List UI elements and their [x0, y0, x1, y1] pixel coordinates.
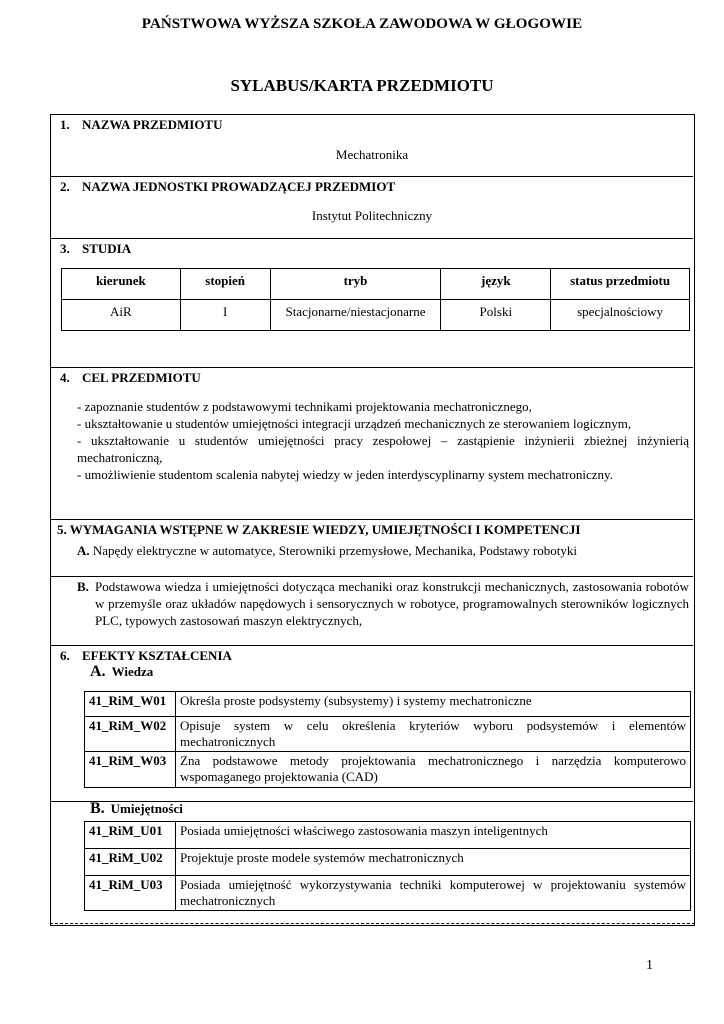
outcome-text: Projektuje proste modele systemów mechatronicznych	[176, 849, 691, 876]
document-title: SYLABUS/KARTA PRZEDMIOTU	[230, 76, 494, 95]
goal-item: - zapoznanie studentów z podstawowymi technikami projektowania mechatronicznego,	[77, 399, 532, 414]
table-cell: specjalnościowy	[551, 300, 690, 331]
table-cell: AiR	[62, 300, 181, 331]
goal-item: - ukształtowanie u studentów umiejętności integracji urządzeń mechanicznych ze sterowaniem logicznym,	[77, 416, 632, 431]
table-cell: Polski	[441, 300, 551, 331]
section-5-title: 5. WYMAGANIA WSTĘPNE W ZAKRESIE WIEDZY, UMIEJĘTNOŚCI I KOMPETENCJI	[57, 522, 581, 537]
skills-label: Umiejętności	[110, 801, 183, 816]
skills-subheading	[90, 801, 183, 817]
requirement-a-text: Napędy elektryczne w automatyce, Sterowniki przemysłowe, Mechanika, Podstawy robotyki	[89, 543, 578, 558]
table-row	[85, 849, 691, 876]
section-6-header	[60, 648, 232, 664]
section-unit	[51, 177, 693, 239]
table-row	[85, 876, 691, 911]
syllabus-frame	[50, 114, 695, 926]
studies-table	[61, 268, 690, 331]
section-course-name	[51, 115, 693, 177]
section-3-number: 3.	[60, 241, 70, 256]
requirement-b-label: B.	[77, 579, 89, 594]
requirement-b-text: Podstawowa wiedza i umiejętności dotycząca mechaniki oraz konstrukcji mechanicznych, zastosowania robotów w przemyśle oraz układów napędowych i sensorycznych w robotyce, programowalnych sterowników logicznych PLC, typowych zastosowań maszyn elektrycznych,	[95, 579, 689, 628]
outcome-text: Posiada umiejętność wykorzystywania techniki komputerowej w projektowaniu systemów mechatronicznych	[176, 876, 691, 911]
outcome-code: 41_RiM_W03	[85, 752, 176, 788]
course-name-value: Mechatronika	[335, 147, 409, 162]
table-row	[85, 692, 691, 717]
column-header: tryb	[270, 269, 441, 300]
section-3-header	[60, 241, 131, 257]
table-row	[85, 717, 691, 752]
column-header: status przedmiotu	[551, 269, 690, 300]
outcome-text: Określa proste podsystemy (subsystemy) i systemy mechatroniczne	[176, 692, 691, 717]
skills-letter: B.	[90, 800, 105, 817]
requirement-b	[77, 578, 689, 629]
goal-list	[77, 398, 689, 483]
studies-data-row	[62, 300, 690, 331]
section-2-title: NAZWA JEDNOSTKI PROWADZĄCEJ PRZEDMIOT	[82, 179, 396, 194]
column-header: język	[441, 269, 551, 300]
skills-table	[84, 821, 691, 911]
outcome-code: 41_RiM_U02	[85, 849, 176, 876]
outcome-text: Posiada umiejętności właściwego zastosowania maszyn inteligentnych	[176, 822, 691, 849]
table-row	[85, 752, 691, 788]
school-name: PAŃSTWOWA WYŻSZA SZKOŁA ZAWODOWA W GŁOGOWIE	[141, 16, 583, 32]
section-1-number: 1.	[60, 117, 70, 132]
knowledge-table	[84, 691, 691, 788]
outcome-text: Opisuje system w celu określenia kryteriów wyboru podsystemów i elementów mechatronicznych	[176, 717, 691, 752]
outcome-code: 41_RiM_U01	[85, 822, 176, 849]
section-4-header	[60, 370, 201, 386]
knowledge-label: Wiedza	[111, 664, 154, 679]
section-1-header	[60, 117, 223, 133]
section-2-number: 2.	[60, 179, 70, 194]
studies-header-row	[62, 269, 690, 300]
section-4-title: CEL PRZEDMIOTU	[82, 370, 201, 385]
section-3-title: STUDIA	[82, 241, 132, 256]
goal-item: - ukształtowanie u studentów umiejętności pracy zespołowej – zastąpienie inżynierii zbieżnej inżynierią mechatroniczną,	[77, 433, 689, 465]
knowledge-letter: A.	[90, 663, 106, 680]
outcome-code: 41_RiM_W01	[85, 692, 176, 717]
outcome-text: Zna podstawowe metody projektowania mechatronicznego i narzędzia komputerowo wspomaganego projektowania (CAD)	[176, 752, 691, 788]
outcome-code: 41_RiM_W02	[85, 717, 176, 752]
table-cell: Stacjonarne/niestacjonarne	[270, 300, 441, 331]
column-header: stopień	[180, 269, 270, 300]
section-learning-outcomes	[51, 646, 693, 926]
section-goal	[51, 368, 693, 520]
unit-value: Instytut Politechniczny	[311, 208, 433, 223]
goal-item: - umożliwienie studentom scalenia nabytej wiedzy w jeden interdyscyplinarny system mechatroniczny.	[77, 467, 613, 482]
section-6-number: 6.	[60, 648, 70, 663]
section-requirements	[51, 520, 693, 646]
section-6-title: EFEKTY KSZTAŁCENIA	[82, 648, 232, 663]
outcome-code: 41_RiM_U03	[85, 876, 176, 911]
section-2-header	[60, 179, 395, 195]
requirement-a	[77, 543, 689, 559]
frame-bottom-dashed-border	[50, 923, 695, 924]
table-row	[85, 822, 691, 849]
section-1-title: NAZWA PRZEDMIOTU	[82, 117, 223, 132]
column-header: kierunek	[62, 269, 181, 300]
section-4-number: 4.	[60, 370, 70, 385]
page-number: 1	[646, 958, 653, 973]
knowledge-subheading	[90, 664, 153, 680]
requirements-divider	[51, 576, 693, 577]
table-cell: I	[180, 300, 270, 331]
requirement-a-label: A.	[77, 543, 90, 558]
